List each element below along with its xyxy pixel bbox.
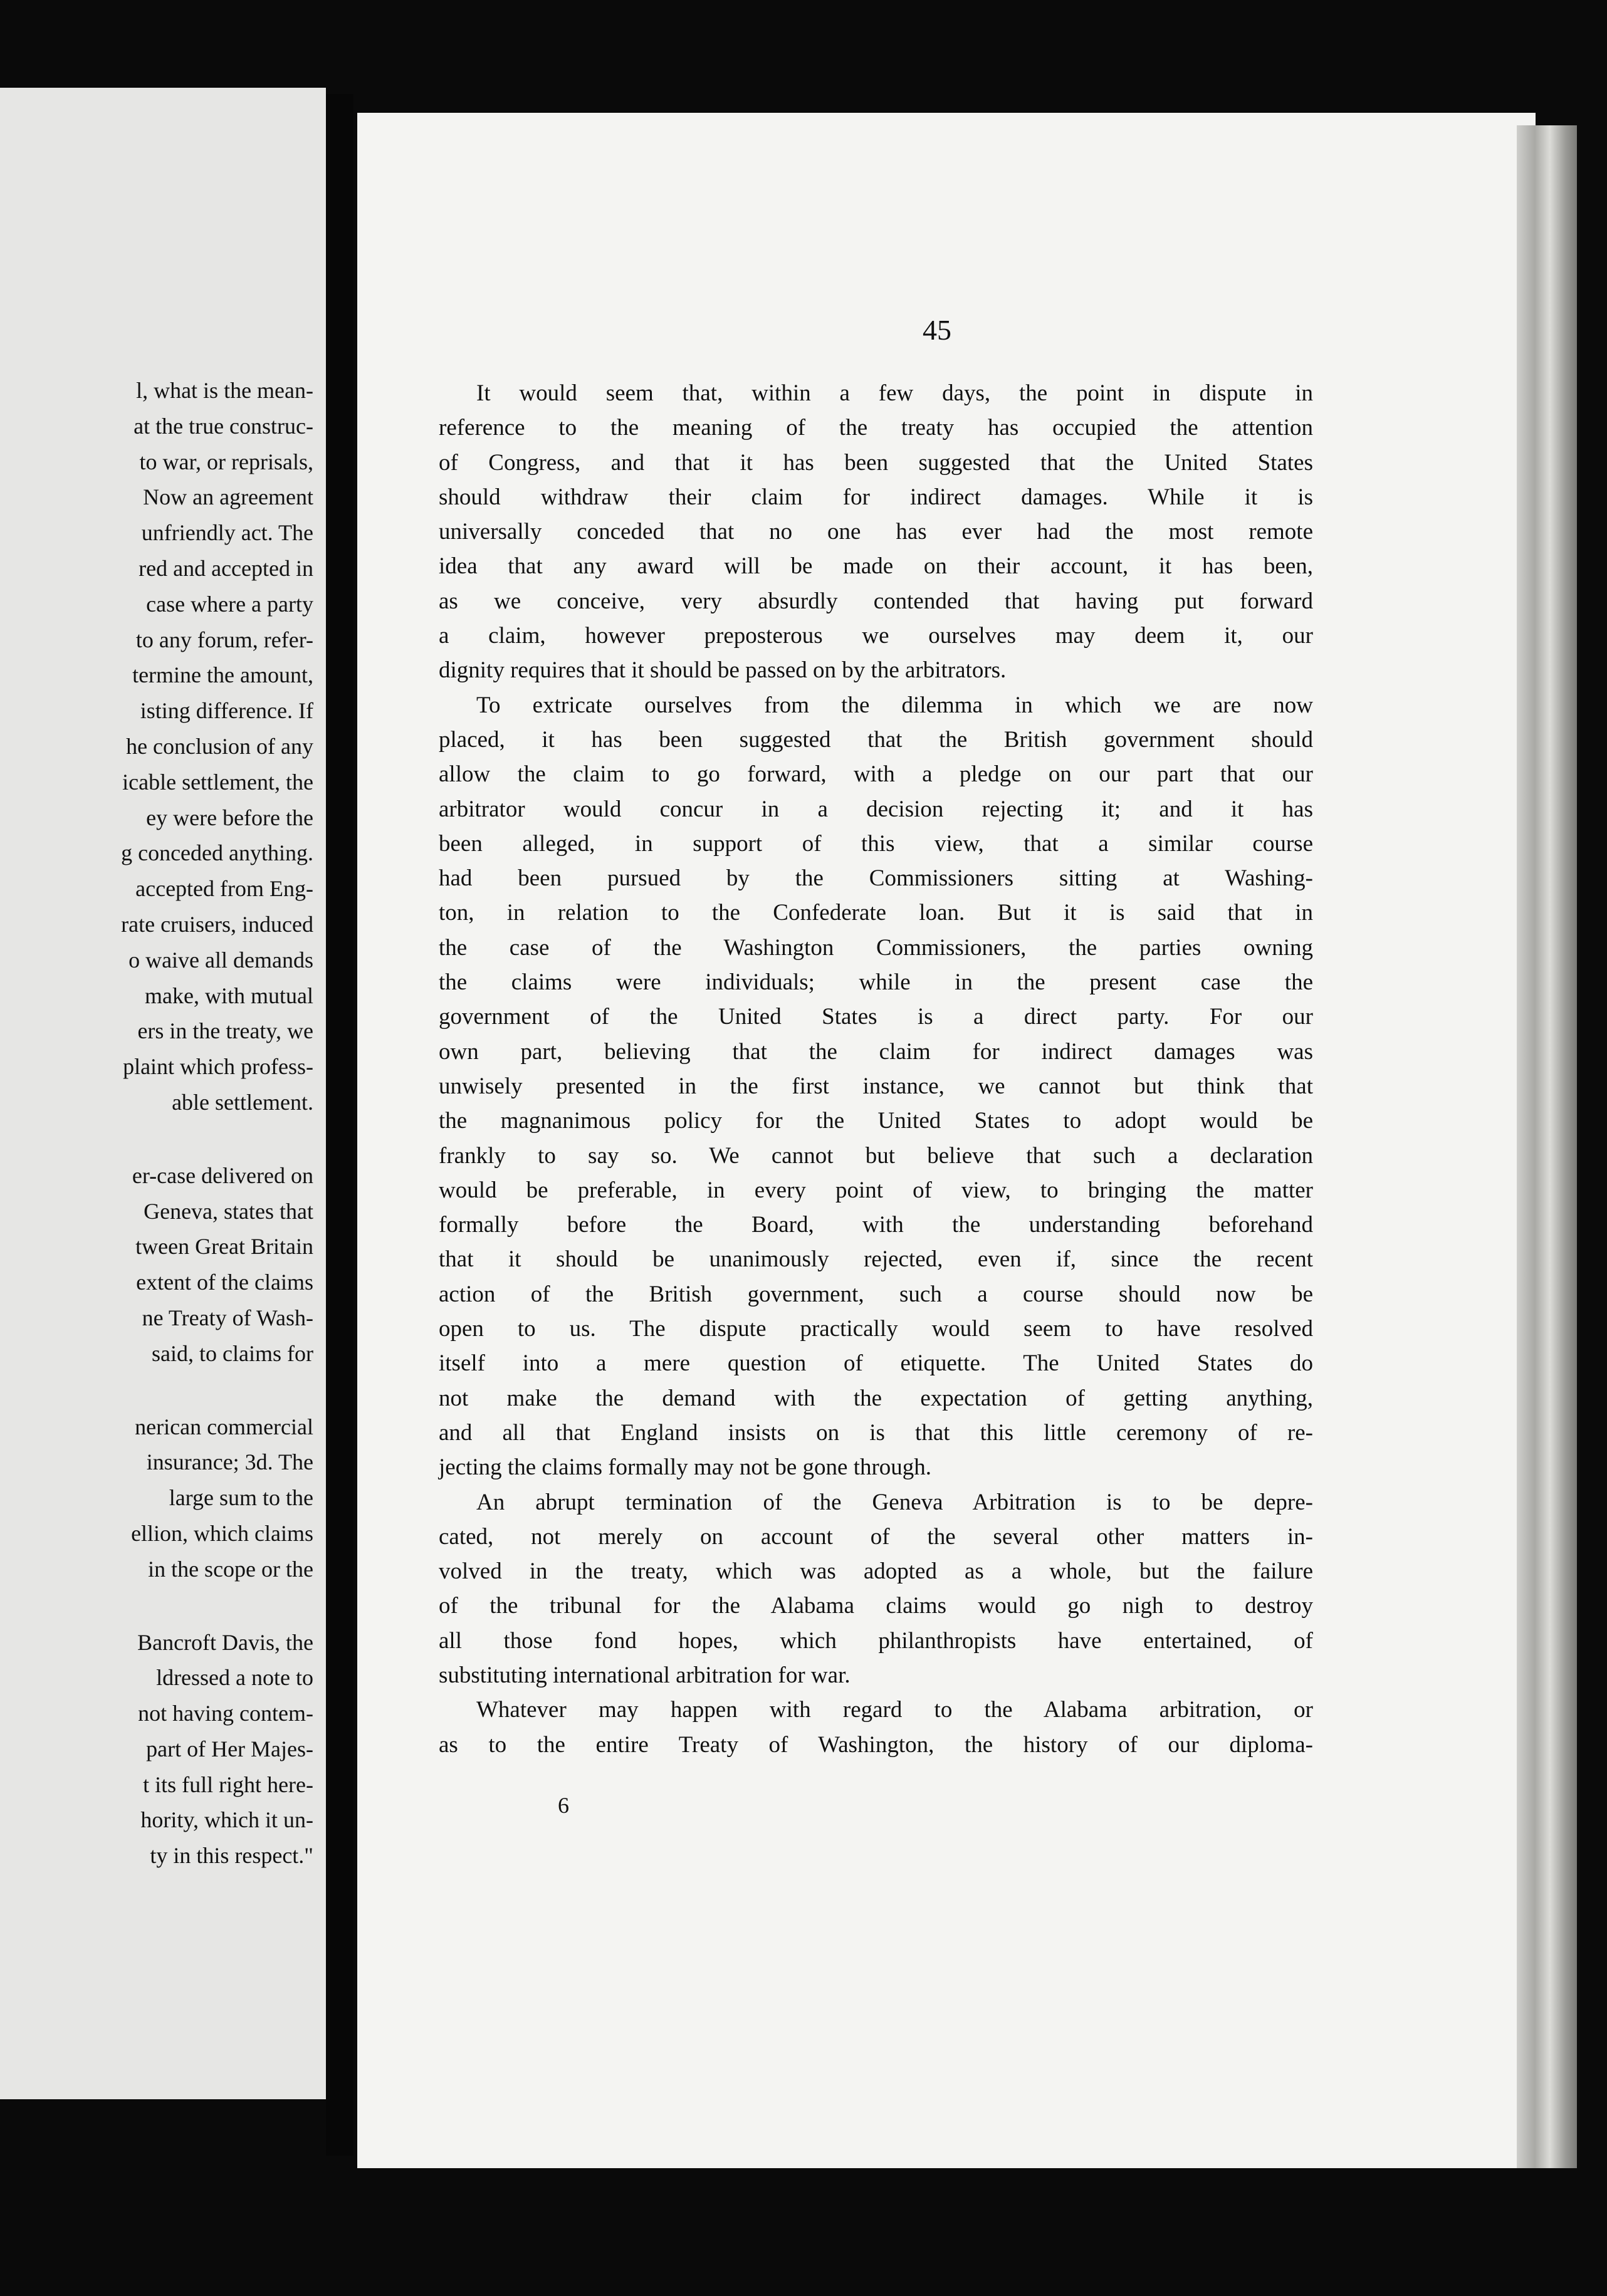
text-line: that it should be unanimously rejected, even if, since the recent <box>439 1246 1313 1273</box>
text-line: unwisely presented in the first instance, we cannot but think that <box>439 1073 1313 1099</box>
text-line: jecting the claims formally may not be gone through. <box>439 1454 932 1481</box>
left-page-line: ldressed a note to <box>156 1665 313 1691</box>
left-page-line: he conclusion of any <box>126 733 313 759</box>
text-line: universally conceded that no one has ever had the most remote <box>439 519 1313 545</box>
text-line: frankly to say so. We cannot but believe that such a declaration <box>439 1142 1313 1169</box>
text-line: placed, it has been suggested that the British government should <box>439 726 1313 753</box>
left-page-line: said, to claims for <box>152 1340 313 1366</box>
text-line: as we conceive, very absurdly contended that having put forward <box>439 588 1313 614</box>
left-page-line: able settlement. <box>172 1089 313 1115</box>
text-line: dignity requires that it should be passed on by the arbitrators. <box>439 657 1007 684</box>
text-line: not make the demand with the expectation of getting anything, <box>439 1385 1313 1411</box>
left-page-line: nerican commercial <box>135 1414 313 1439</box>
left-page-line: part of Her Majes- <box>146 1736 313 1761</box>
left-page-text <box>0 373 313 1874</box>
left-page-line: plaint which profess- <box>123 1054 313 1080</box>
left-page-line: isting difference. If <box>140 698 313 724</box>
text-line: been alleged, in support of this view, that a similar course <box>439 830 1313 857</box>
left-page-line: tween Great Britain <box>135 1234 313 1260</box>
left-page-line: ellion, which claims <box>131 1520 313 1546</box>
left-page-line: in the scope or the <box>148 1556 313 1582</box>
text-line: It would seem that, within a few days, the point in dispute in <box>476 380 1313 406</box>
book-spine <box>326 94 353 2156</box>
left-page-line: Geneva, states that <box>144 1198 313 1224</box>
left-page-line: not having contem- <box>138 1701 313 1726</box>
left-page <box>0 88 326 2099</box>
left-page-line: termine the amount, <box>132 662 313 688</box>
text-line: the case of the Washington Commissioners, the parties owning <box>439 934 1313 961</box>
left-page-line: make, with mutual <box>145 983 313 1008</box>
text-line: action of the British government, such a course should now be <box>439 1281 1313 1307</box>
left-page-line: to war, or reprisals, <box>139 449 313 474</box>
left-page-line: to any forum, refer- <box>135 627 313 652</box>
text-line: allow the claim to go forward, with a pledge on our part that our <box>439 761 1313 788</box>
text-line: would be preferable, in every point of view, to bringing the matter <box>439 1177 1313 1203</box>
signature-mark: 6 <box>558 1793 569 1818</box>
left-page-line: unfriendly act. The <box>141 520 313 546</box>
text-line: own part, believing that the claim for indirect damages was <box>439 1038 1313 1065</box>
left-page-line: ne Treaty of Wash- <box>142 1305 313 1330</box>
left-page-line: ers in the treaty, we <box>137 1018 313 1044</box>
text-line: of the tribunal for the Alabama claims would go nigh to destroy <box>439 1593 1313 1619</box>
text-line: substituting international arbitration for war. <box>439 1662 851 1688</box>
text-line: and all that England insists on is that this little ceremony of re- <box>439 1419 1313 1446</box>
text-line: cated, not merely on account of the several other matters in- <box>439 1523 1313 1550</box>
text-line: itself into a mere question of etiquette. The United States do <box>439 1350 1313 1377</box>
text-line: Whatever may happen with regard to the Alabama arbitration, or <box>476 1697 1313 1723</box>
text-line: reference to the meaning of the treaty has occupied the attention <box>439 415 1313 441</box>
right-page <box>357 113 1536 2168</box>
left-page-line: g conceded anything. <box>121 840 313 866</box>
left-page-line: at the true construc- <box>133 413 313 439</box>
left-page-line: l, what is the mean- <box>136 378 313 403</box>
text-line: open to us. The dispute practically would seem to have resolved <box>439 1316 1313 1342</box>
left-page-line: accepted from Eng- <box>135 876 313 902</box>
left-page-line: Bancroft Davis, the <box>137 1629 313 1655</box>
page-edge <box>1517 125 1577 2168</box>
text-line: idea that any award will be made on their account, it has been, <box>439 553 1313 580</box>
left-page-line: ty in this respect." <box>150 1843 313 1869</box>
text-line: formally before the Board, with the understanding beforehand <box>439 1212 1313 1238</box>
body-text <box>439 376 1313 1762</box>
text-line: should withdraw their claim for indirect damages. While it is <box>439 484 1313 510</box>
text-line: government of the United States is a direct party. For our <box>439 1004 1313 1030</box>
left-page-line: insurance; 3d. The <box>146 1449 313 1475</box>
paragraph <box>439 688 1313 1485</box>
paragraph <box>439 376 1313 688</box>
text-line: the magnanimous policy for the United States to adopt would be <box>439 1108 1313 1134</box>
left-page-line: case where a party <box>146 591 313 617</box>
left-page-line: Now an agreement <box>143 484 313 510</box>
left-page-line: rate cruisers, induced <box>121 911 313 937</box>
text-line: of Congress, and that it has been suggested that the United States <box>439 449 1313 476</box>
text-line: arbitrator would concur in a decision rejecting it; and it has <box>439 796 1313 822</box>
left-page-line: hority, which it un- <box>140 1807 313 1833</box>
text-line: a claim, however preposterous we ourselves may deem it, our <box>439 623 1313 649</box>
paragraph <box>439 1693 1313 1762</box>
text-line: To extricate ourselves from the dilemma in which we are now <box>476 692 1313 718</box>
paragraph <box>439 1485 1313 1693</box>
text-line: all those fond hopes, which philanthropists have entertained, of <box>439 1627 1313 1654</box>
text-line: had been pursued by the Commissioners sitting at Washing- <box>439 865 1313 892</box>
text-line: volved in the treaty, which was adopted as a whole, but the failure <box>439 1558 1313 1585</box>
left-page-line: icable settlement, the <box>122 769 313 795</box>
left-page-line: er-case delivered on <box>132 1162 313 1188</box>
left-page-line: o waive all demands <box>128 947 313 973</box>
left-page-line: red and accepted in <box>139 555 313 581</box>
text-line: as to the entire Treaty of Washington, the history of our diploma- <box>439 1731 1313 1758</box>
left-page-line: large sum to the <box>169 1485 313 1511</box>
text-line: ton, in relation to the Confederate loan. But it is said that in <box>439 900 1313 926</box>
text-line: the claims were individuals; while in the present case the <box>439 969 1313 996</box>
page-number: 45 <box>923 314 951 346</box>
left-page-line: ey were before the <box>146 805 313 830</box>
text-line: An abrupt termination of the Geneva Arbitration is to be depre- <box>476 1489 1313 1515</box>
left-page-line: t its full right here- <box>143 1772 313 1797</box>
left-page-line: extent of the claims <box>136 1270 313 1295</box>
